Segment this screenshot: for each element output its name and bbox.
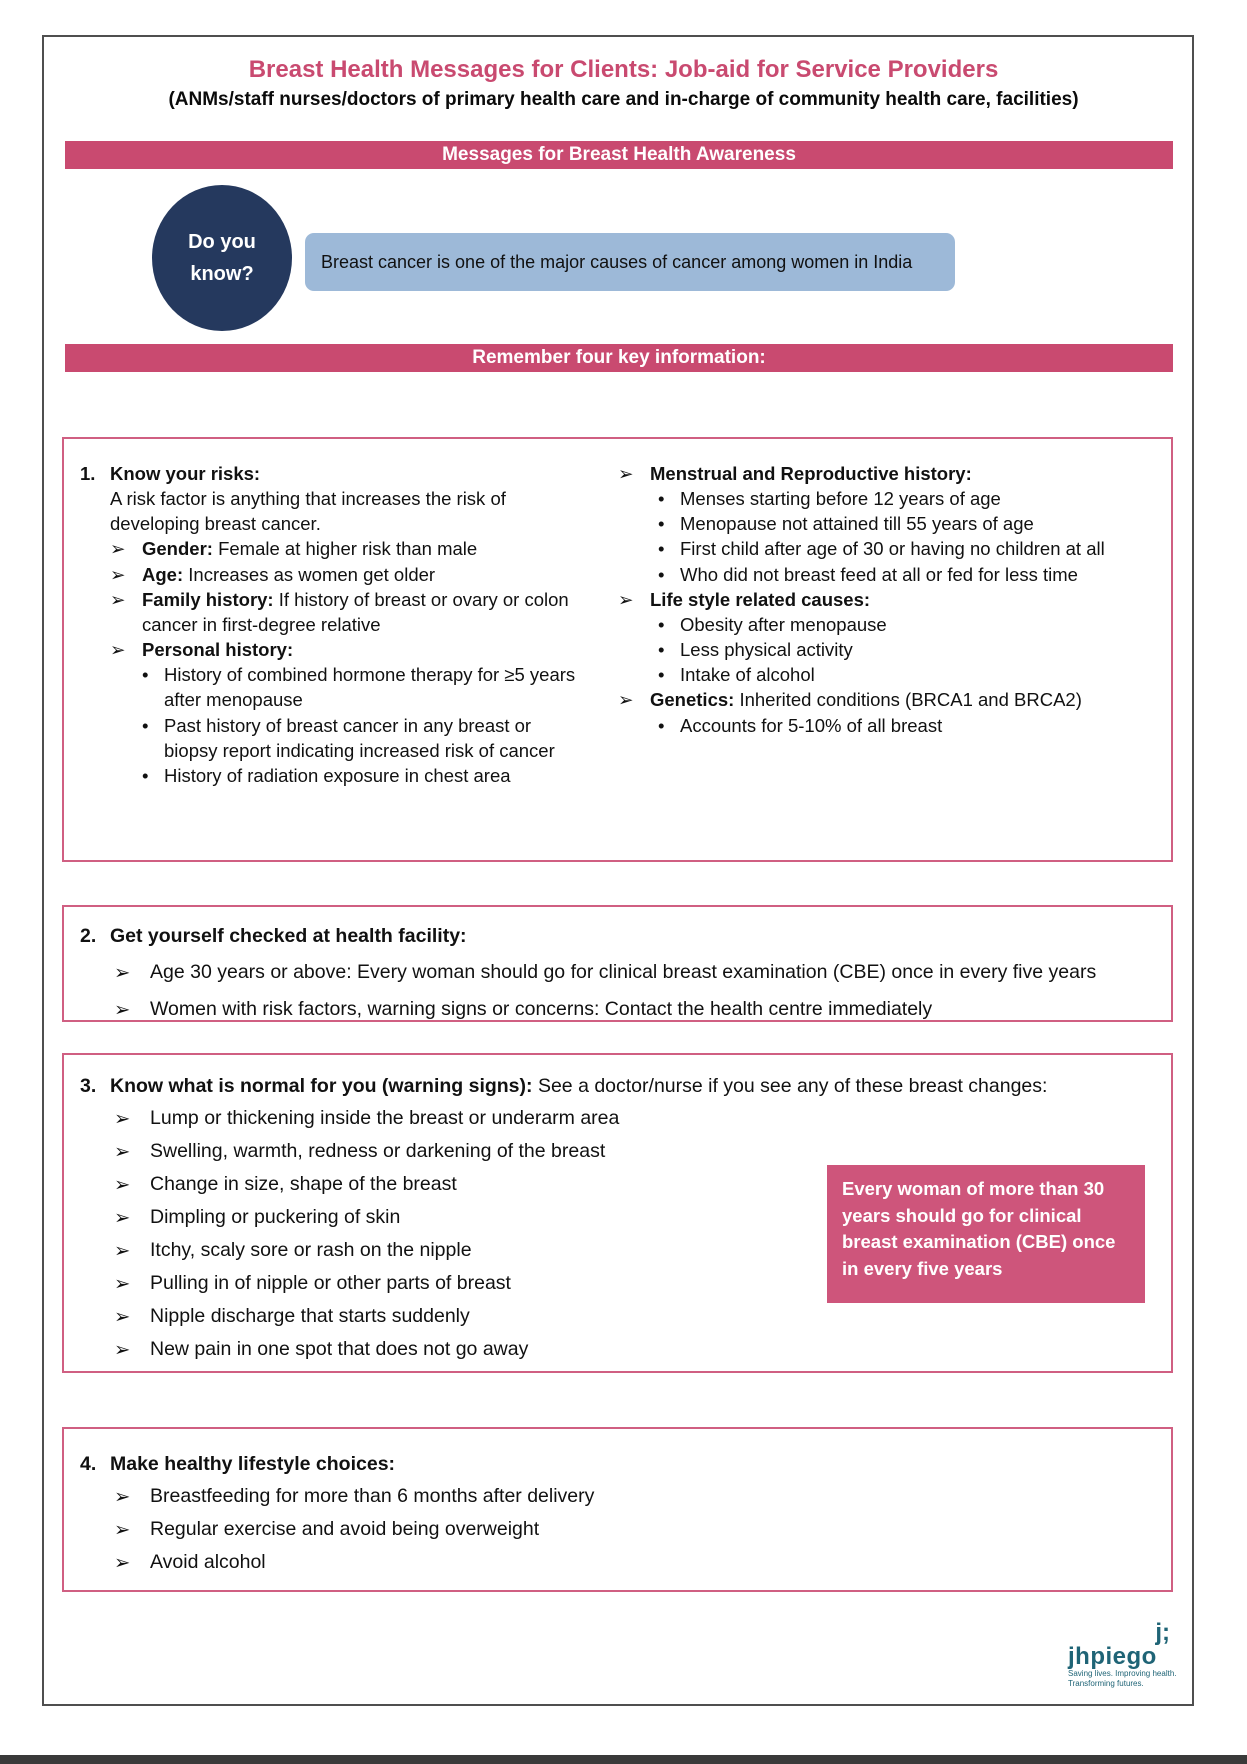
list-item xyxy=(658,562,1159,587)
fact-text: Breast cancer is one of the major causes of cancer among women in India xyxy=(321,251,913,272)
arrow-bullet-icon: ➢ xyxy=(114,962,131,984)
section-warning-signs xyxy=(62,1053,1173,1373)
do-you-know-line1: Do you xyxy=(188,231,256,253)
list-item xyxy=(658,612,1159,637)
list-item xyxy=(618,687,1159,712)
dot-bullet-icon: • xyxy=(142,714,149,736)
arrow-bullet-icon: ➢ xyxy=(110,639,126,661)
list-item-text: First child after age of 30 or having no children at all xyxy=(680,538,1105,560)
list-item xyxy=(114,961,1159,985)
list-item-text: Menses starting before 12 years of age xyxy=(680,488,1001,510)
list-item xyxy=(658,511,1159,536)
list-item-text: History of radiation exposure in chest area xyxy=(164,764,511,786)
arrow-bullet-icon: ➢ xyxy=(114,1306,131,1328)
section-get-checked xyxy=(62,905,1173,1022)
list-item-text: Avoid alcohol xyxy=(150,1551,266,1573)
cbe-reminder-callout: Every woman of more than 30 years should go for clinical breast examination (CBE) once in every five years xyxy=(827,1165,1145,1303)
banner-remember-four-key: Remember four key information: xyxy=(65,344,1173,372)
list-item-text: Pulling in of nipple or other parts of breast xyxy=(150,1272,511,1294)
jhpiego-tagline-line2: Transforming futures. xyxy=(1068,1678,1144,1688)
jhpiego-tagline-line1: Saving lives. Improving health. xyxy=(1068,1668,1177,1678)
list-item-text: Breastfeeding for more than 6 months after delivery xyxy=(150,1485,595,1507)
list-item-text: Lump or thickening inside the breast or underarm area xyxy=(150,1107,620,1129)
risks-left-column xyxy=(76,461,584,788)
list-item-text: Age 30 years or above: Every woman should go for clinical breast examination (CBE) once in every five years xyxy=(150,961,1097,983)
dot-bullet-icon: • xyxy=(658,613,665,635)
list-item xyxy=(618,461,1159,486)
list-item xyxy=(142,713,584,763)
fact-callout xyxy=(305,233,955,291)
dot-bullet-icon: • xyxy=(658,639,665,661)
dot-bullet-icon: • xyxy=(658,488,665,510)
arrow-bullet-icon: ➢ xyxy=(114,999,131,1021)
list-item-text: Less physical activity xyxy=(680,639,853,661)
list-item-text: Genetics: Inherited conditions (BRCA1 and BRCA2) xyxy=(650,689,1082,711)
list-item xyxy=(658,637,1159,662)
bottom-page-bar xyxy=(0,1755,1247,1764)
list-item xyxy=(110,637,584,662)
list-item xyxy=(110,587,584,637)
dot-bullet-icon: • xyxy=(658,714,665,736)
arrow-bullet-icon: ➢ xyxy=(110,538,126,560)
arrow-bullet-icon: ➢ xyxy=(110,588,126,610)
section1-number: 1. xyxy=(80,463,96,484)
page-title: Breast Health Messages for Clients: Job-aid for Service Providers xyxy=(248,56,999,83)
list-item-text: Gender: Female at higher risk than male xyxy=(142,538,478,560)
list-item xyxy=(142,763,584,788)
dot-bullet-icon: • xyxy=(658,538,665,560)
arrow-bullet-icon: ➢ xyxy=(114,1174,131,1196)
list-item-text: New pain in one spot that does not go away xyxy=(150,1338,529,1360)
do-you-know-line2: know? xyxy=(190,263,254,285)
list-item-text: Regular exercise and avoid being overweight xyxy=(150,1518,540,1540)
list-item xyxy=(110,536,584,561)
section3-number: 3. xyxy=(80,1075,97,1097)
dot-bullet-icon: • xyxy=(142,764,149,786)
arrow-bullet-icon: ➢ xyxy=(114,1108,131,1130)
list-item xyxy=(114,1140,1159,1164)
risks-right-column xyxy=(584,461,1159,788)
list-item-text: Women with risk factors, warning signs or concerns: Contact the health centre immediately xyxy=(150,998,933,1020)
list-item-text: Menopause not attained till 55 years of age xyxy=(680,513,1034,535)
section-lifestyle-choices xyxy=(62,1427,1173,1592)
arrow-bullet-icon: ➢ xyxy=(618,588,634,610)
dot-bullet-icon: • xyxy=(658,563,665,585)
list-item-text: Nipple discharge that starts suddenly xyxy=(150,1305,470,1327)
list-item-text: Swelling, warmth, redness or darkening of the breast xyxy=(150,1140,606,1162)
arrow-bullet-icon: ➢ xyxy=(114,1552,131,1574)
list-item-text: Change in size, shape of the breast xyxy=(150,1173,457,1195)
arrow-bullet-icon: ➢ xyxy=(114,1207,131,1229)
list-item-text: Personal history: xyxy=(142,639,294,661)
section4-number: 4. xyxy=(80,1453,97,1475)
list-item-text: Past history of breast cancer in any breast or biopsy report indicating increased risk of cancer xyxy=(164,714,555,761)
section1-intro: A risk factor is anything that increases the risk of developing breast cancer. xyxy=(110,488,506,535)
list-item-text: Family history: If history of breast or ovary or colon cancer in first-degree relative xyxy=(142,588,569,635)
arrow-bullet-icon: ➢ xyxy=(114,1240,131,1262)
list-item-text: Menstrual and Reproductive history: xyxy=(650,463,972,484)
list-item xyxy=(658,536,1159,561)
list-item xyxy=(658,713,1159,738)
list-item-text: Dimpling or puckering of skin xyxy=(150,1206,401,1228)
arrow-bullet-icon: ➢ xyxy=(110,563,126,585)
dot-bullet-icon: • xyxy=(142,664,149,686)
list-item xyxy=(658,662,1159,687)
jhpiego-logo-name: jhpiego xyxy=(1068,1642,1157,1670)
section3-heading: 3. Know what is normal for you (warning signs): See a doctor/nurse if you see any of these breast changes: xyxy=(76,1075,1159,1098)
section4-heading: 4. Make healthy lifestyle choices: xyxy=(76,1453,1159,1476)
arrow-bullet-icon: ➢ xyxy=(114,1141,131,1163)
list-item xyxy=(114,1518,1159,1542)
list-item xyxy=(658,486,1159,511)
arrow-bullet-icon: ➢ xyxy=(618,463,634,484)
dot-bullet-icon: • xyxy=(658,513,665,535)
do-you-know-badge xyxy=(152,185,292,331)
jhpiego-logo-icon: j; xyxy=(1155,1619,1170,1646)
section2-heading: 2. Get yourself checked at health facility: xyxy=(76,925,1159,948)
arrow-bullet-icon: ➢ xyxy=(114,1339,131,1361)
list-item-text: Intake of alcohol xyxy=(680,664,815,686)
list-item xyxy=(114,1551,1159,1575)
dot-bullet-icon: • xyxy=(658,664,665,686)
list-item-text: Obesity after menopause xyxy=(680,613,887,635)
arrow-bullet-icon: ➢ xyxy=(114,1486,131,1508)
list-item xyxy=(114,1338,1159,1362)
jhpiego-logo xyxy=(1068,1619,1184,1689)
arrow-bullet-icon: ➢ xyxy=(114,1519,131,1541)
list-item-text: Life style related causes: xyxy=(650,588,871,610)
list-item xyxy=(114,998,1159,1022)
list-item xyxy=(618,587,1159,612)
section2-number: 2. xyxy=(80,925,97,947)
page-subtitle: (ANMs/staff nurses/doctors of primary health care and in-charge of community health care, facilities) xyxy=(168,89,1079,110)
list-item-text: Age: Increases as women get older xyxy=(142,563,436,585)
section1-heading: 1. Know your risks: xyxy=(76,461,584,486)
list-item xyxy=(114,1305,1159,1329)
list-item xyxy=(142,662,584,712)
list-item xyxy=(110,562,584,587)
section-know-your-risks xyxy=(62,437,1173,862)
list-item xyxy=(114,1485,1159,1509)
list-item-text: History of combined hormone therapy for ≥5 years after menopause xyxy=(164,664,576,711)
list-item xyxy=(114,1107,1159,1131)
arrow-bullet-icon: ➢ xyxy=(618,689,634,711)
banner-breast-health-awareness: Messages for Breast Health Awareness xyxy=(65,141,1173,169)
list-item-text: Who did not breast feed at all or fed for less time xyxy=(680,563,1078,585)
arrow-bullet-icon: ➢ xyxy=(114,1273,131,1295)
list-item-text: Itchy, scaly sore or rash on the nipple xyxy=(150,1239,472,1261)
list-item-text: Accounts for 5-10% of all breast xyxy=(680,714,943,736)
